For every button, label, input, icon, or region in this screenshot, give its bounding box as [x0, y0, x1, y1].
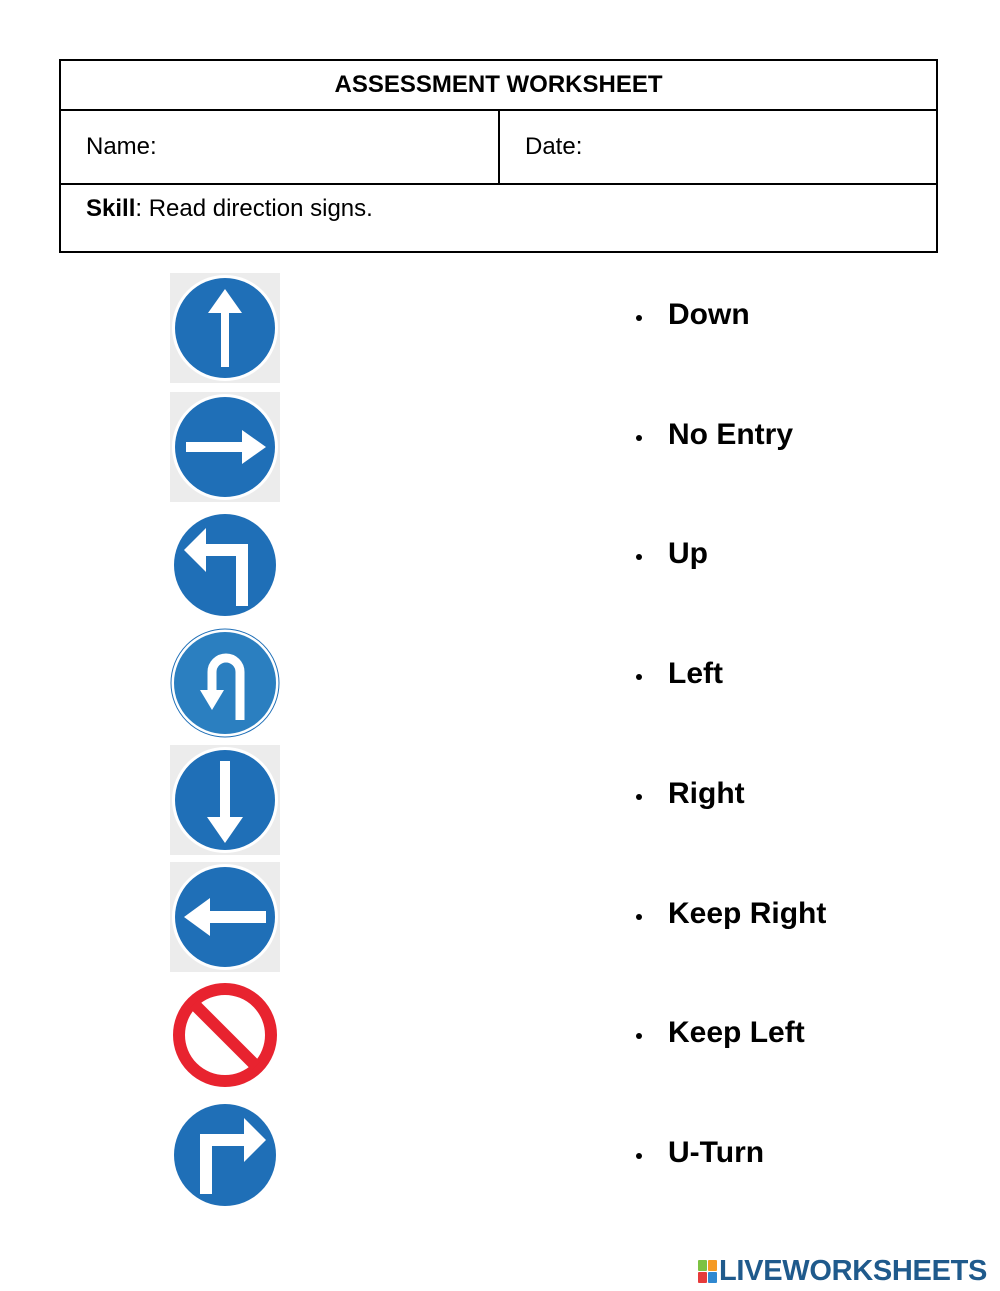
u-turn-sign-icon[interactable] — [170, 628, 280, 738]
option-label: Left — [668, 657, 723, 690]
option-item[interactable] — [636, 295, 750, 335]
turn-left-sign-icon[interactable] — [170, 510, 280, 620]
option-label: Right — [668, 777, 745, 810]
no-entry-sign-icon[interactable] — [170, 980, 280, 1090]
arrow-right-sign-icon[interactable] — [170, 392, 280, 502]
option-item[interactable] — [636, 1133, 764, 1173]
option-item[interactable] — [636, 774, 745, 814]
skill-text: : Read direction signs. — [135, 195, 373, 222]
worksheet-header-table — [59, 59, 938, 253]
option-item[interactable] — [636, 534, 708, 574]
skill-label: Skill — [86, 195, 136, 222]
name-field[interactable] — [61, 111, 500, 183]
option-label: Keep Right — [668, 897, 827, 930]
turn-right-sign-icon[interactable] — [170, 1100, 280, 1210]
skill-row — [86, 195, 373, 223]
bullet-icon — [636, 674, 642, 680]
bullet-icon — [636, 435, 642, 441]
liveworksheets-logo[interactable] — [698, 1254, 987, 1288]
arrow-up-sign-icon[interactable] — [170, 273, 280, 383]
option-item[interactable] — [636, 654, 723, 694]
bullet-icon — [636, 914, 642, 920]
bullet-icon — [636, 315, 642, 321]
brand-name: LIVEWORKSHEETS — [719, 1254, 988, 1287]
worksheet-title: ASSESSMENT WORKSHEET — [61, 61, 936, 111]
bullet-icon — [636, 794, 642, 800]
arrow-left-sign-icon[interactable] — [170, 862, 280, 972]
option-label: Down — [668, 298, 750, 331]
option-item[interactable] — [636, 1013, 805, 1053]
option-label: U-Turn — [668, 1136, 765, 1169]
logo-blocks-icon — [698, 1260, 717, 1283]
option-label: Keep Left — [668, 1016, 805, 1049]
name-date-row — [61, 111, 936, 185]
bullet-icon — [636, 1153, 642, 1159]
arrow-down-sign-icon[interactable] — [170, 745, 280, 855]
option-item[interactable] — [636, 415, 793, 455]
bullet-icon — [636, 1033, 642, 1039]
option-label: No Entry — [668, 418, 794, 451]
bullet-icon — [636, 554, 642, 560]
option-label: Up — [668, 537, 708, 570]
date-field[interactable] — [500, 111, 936, 183]
name-label: Name: — [86, 133, 157, 160]
date-label: Date: — [525, 133, 583, 160]
option-item[interactable] — [636, 894, 826, 934]
